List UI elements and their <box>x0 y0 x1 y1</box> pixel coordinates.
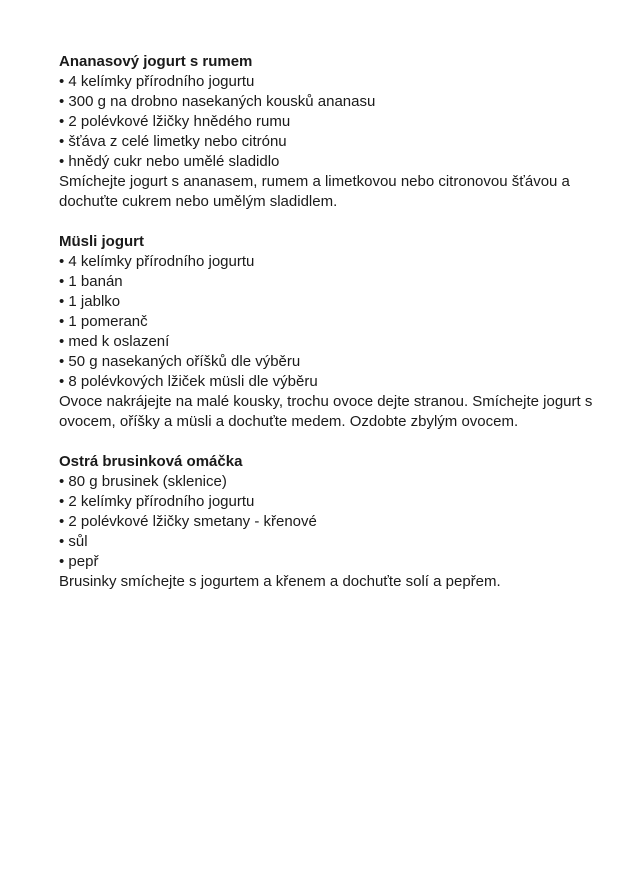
ingredient-item: • med k oslazení <box>59 332 599 352</box>
ingredient-item: • pepř <box>59 552 599 572</box>
recipe-muesli-yogurt <box>59 232 599 432</box>
ingredient-item: • 4 kelímky přírodního jogurtu <box>59 252 599 272</box>
recipe-title: Müsli jogurt <box>59 233 144 250</box>
document-page <box>59 52 599 612</box>
ingredient-item: • hnědý cukr nebo umělé sladidlo <box>59 152 599 172</box>
ingredient-item: • sůl <box>59 532 599 552</box>
ingredient-item: • 4 kelímky přírodního jogurtu <box>59 72 599 92</box>
ingredient-item: • 1 pomeranč <box>59 312 599 332</box>
ingredient-item: • 2 polévkové lžičky hnědého rumu <box>59 112 599 132</box>
recipe-pineapple-yogurt <box>59 52 599 212</box>
recipe-instructions: Smíchejte jogurt s ananasem, rumem a limetkovou nebo citronovou šťávou a dochuťte cukrem nebo umělým sladidlem. <box>59 173 570 210</box>
ingredient-item: • 80 g brusinek (sklenice) <box>59 472 599 492</box>
recipe-cranberry-sauce <box>59 452 599 592</box>
ingredient-list <box>59 252 599 392</box>
ingredient-item: • 1 banán <box>59 272 599 292</box>
recipe-instructions: Ovoce nakrájejte na malé kousky, trochu ovoce dejte stranou. Smíchejte jogurt s ovocem, oříšky a müsli a dochuťte medem. Ozdobte zbylým ovocem. <box>59 393 593 430</box>
ingredient-item: • 1 jablko <box>59 292 599 312</box>
ingredient-item: • 8 polévkových lžiček müsli dle výběru <box>59 372 599 392</box>
ingredient-item: • 2 kelímky přírodního jogurtu <box>59 492 599 512</box>
recipe-instructions: Brusinky smíchejte s jogurtem a křenem a dochuťte solí a pepřem. <box>59 573 501 590</box>
recipe-title: Ostrá brusinková omáčka <box>59 453 243 470</box>
recipe-title: Ananasový jogurt s rumem <box>59 53 253 70</box>
ingredient-item: • 300 g na drobno nasekaných kousků ananasu <box>59 92 599 112</box>
ingredient-list <box>59 472 599 572</box>
ingredient-item: • 50 g nasekaných oříšků dle výběru <box>59 352 599 372</box>
ingredient-item: • 2 polévkové lžičky smetany - křenové <box>59 512 599 532</box>
ingredient-item: • šťáva z celé limetky nebo citrónu <box>59 132 599 152</box>
ingredient-list <box>59 72 599 172</box>
